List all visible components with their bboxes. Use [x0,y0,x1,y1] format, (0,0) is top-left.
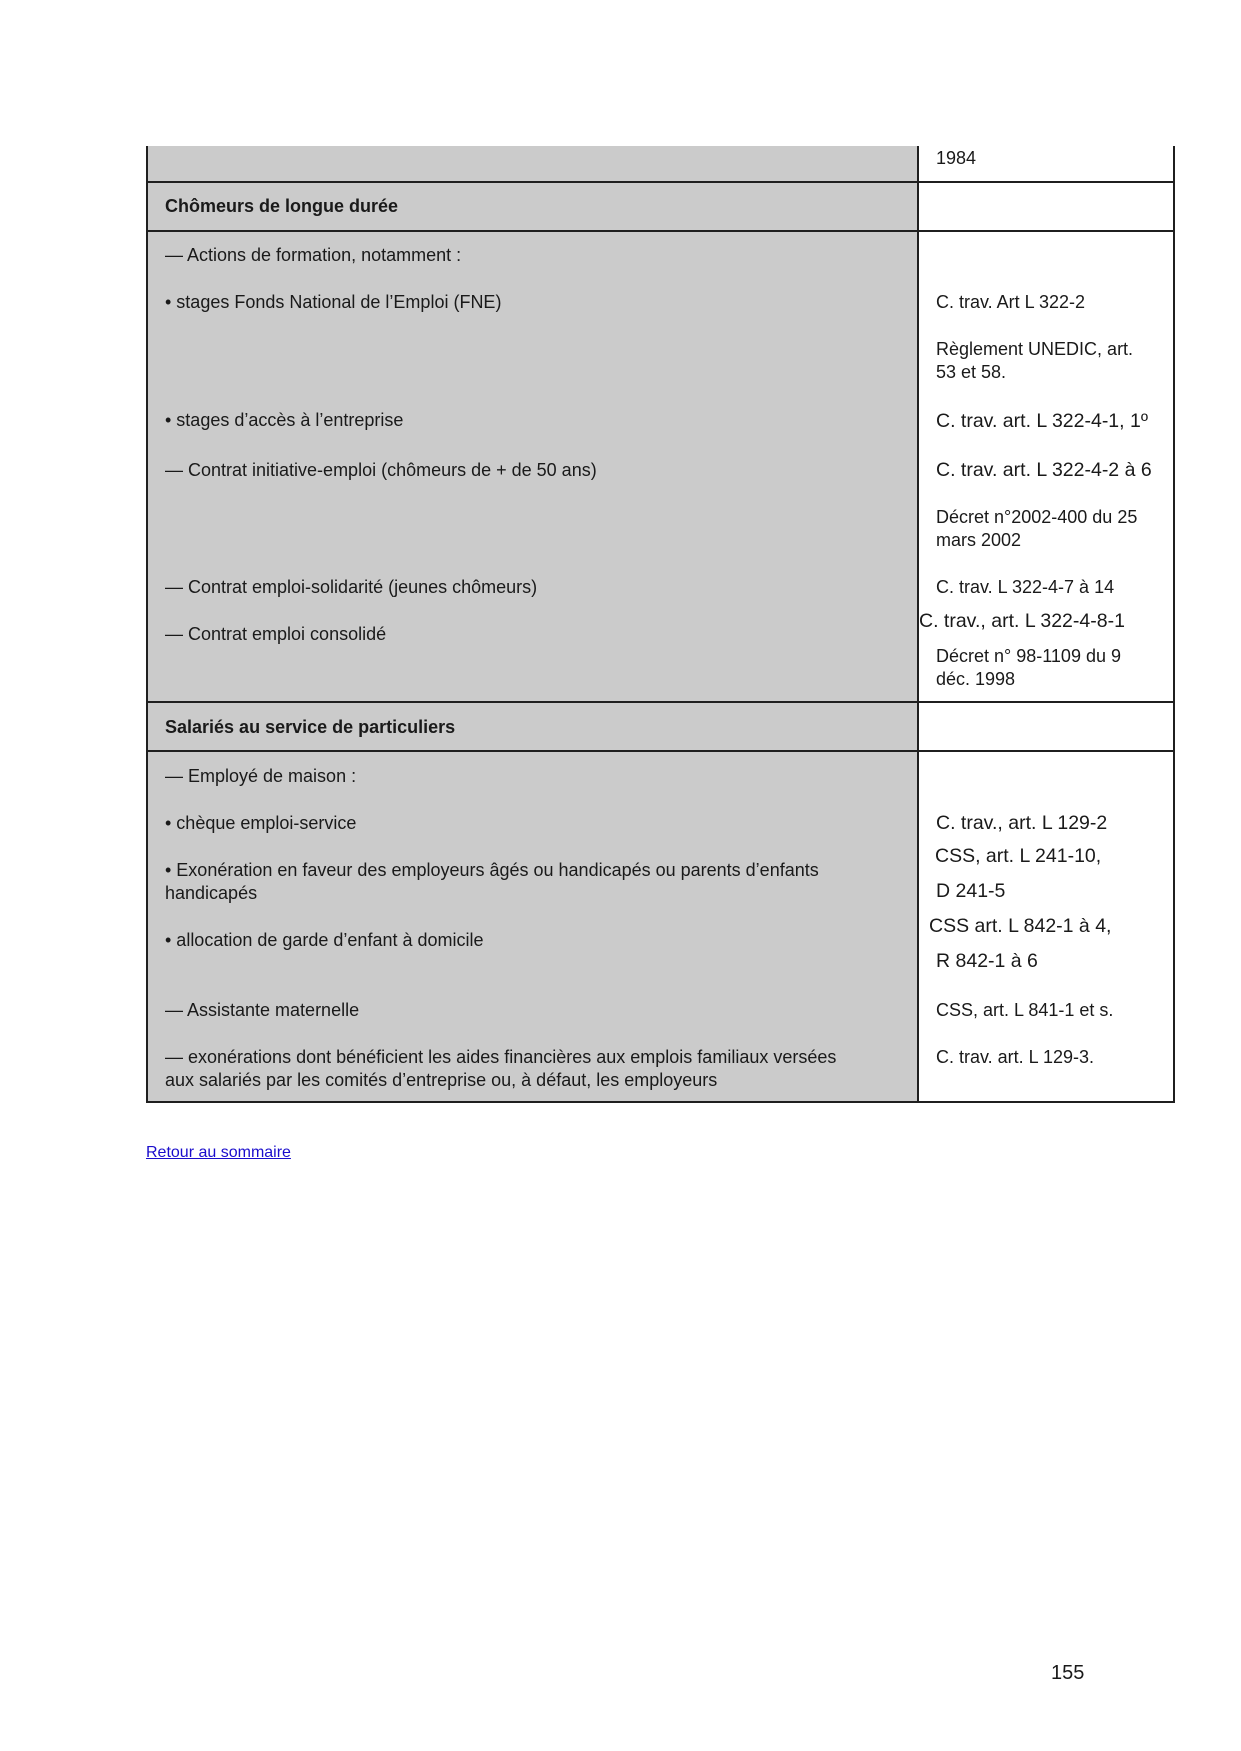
legal-reference: C. trav. Art L 322-2 [936,292,1086,312]
row-label: — Employé de maison : [165,766,357,786]
section-title: Chômeurs de longue durée [165,196,399,216]
row-label: • chèque emploi-service [165,813,357,833]
row-label: — Contrat initiative-emploi (chômeurs de + de 50 ans) [165,460,597,480]
legal-reference: Règlement UNEDIC, art. [936,339,1134,359]
page-number: 155 [1051,1662,1085,1684]
row-divider [146,181,1175,183]
row-label: handicapés [165,883,258,903]
table-right-border [1173,146,1175,1103]
legal-reference: C. trav. L 322-4-7 à 14 [936,577,1115,597]
back-to-summary-link[interactable]: Retour au sommaire [146,1144,291,1161]
legal-reference: C. trav. art. L 322-4-2 à 6 [936,459,1152,481]
table-left-border [146,146,148,1103]
legal-reference: Décret n°2002-400 du 25 [936,507,1138,527]
legal-reference: CSS, art. L 241-10, [935,845,1102,867]
legal-reference: Décret n° 98-1109 du 9 [936,646,1121,666]
legal-reference: CSS art. L 842-1 à 4, [929,915,1112,937]
row-divider [146,701,1175,703]
legal-reference: C. trav. art. L 322-4-1, 1º [936,410,1148,432]
legal-reference: 53 et 58. [936,362,1007,382]
row-label: — Actions de formation, notamment : [165,245,462,265]
row-label: • Exonération en faveur des employeurs âgés ou handicapés ou parents d’enfants [165,860,819,880]
legal-reference: R 842-1 à 6 [936,950,1038,972]
row-divider [146,230,1175,232]
legal-reference: C. trav. art. L 129-3. [936,1047,1095,1067]
legal-reference: D 241-5 [936,880,1006,902]
row-label: • stages Fonds National de l’Emploi (FNE) [165,292,502,312]
row-label: — Contrat emploi consolidé [165,624,387,644]
row-divider [146,750,1175,752]
legal-reference: CSS, art. L 841-1 et s. [936,1000,1114,1020]
reference-table [146,146,1175,1103]
row-label: — exonérations dont bénéficient les aides financières aux emplois familiaux versées [165,1047,837,1067]
section-title: Salariés au service de particuliers [165,717,456,737]
row-label: • allocation de garde d’enfant à domicile [165,930,484,950]
legal-reference: déc. 1998 [936,669,1016,689]
legal-reference: C. trav., art. L 322-4-8-1 [919,610,1125,632]
table-bottom-border [146,1101,1175,1103]
row-label: — Assistante maternelle [165,1000,360,1020]
legal-reference: C. trav., art. L 129-2 [936,812,1108,834]
row-label: — Contrat emploi-solidarité (jeunes chômeurs) [165,577,538,597]
row-label: • stages d’accès à l’entreprise [165,410,404,430]
row-label: aux salariés par les comités d’entreprise ou, à défaut, les employeurs [165,1070,718,1090]
legal-reference: mars 2002 [936,530,1022,550]
continued-reference: 1984 [936,148,977,168]
